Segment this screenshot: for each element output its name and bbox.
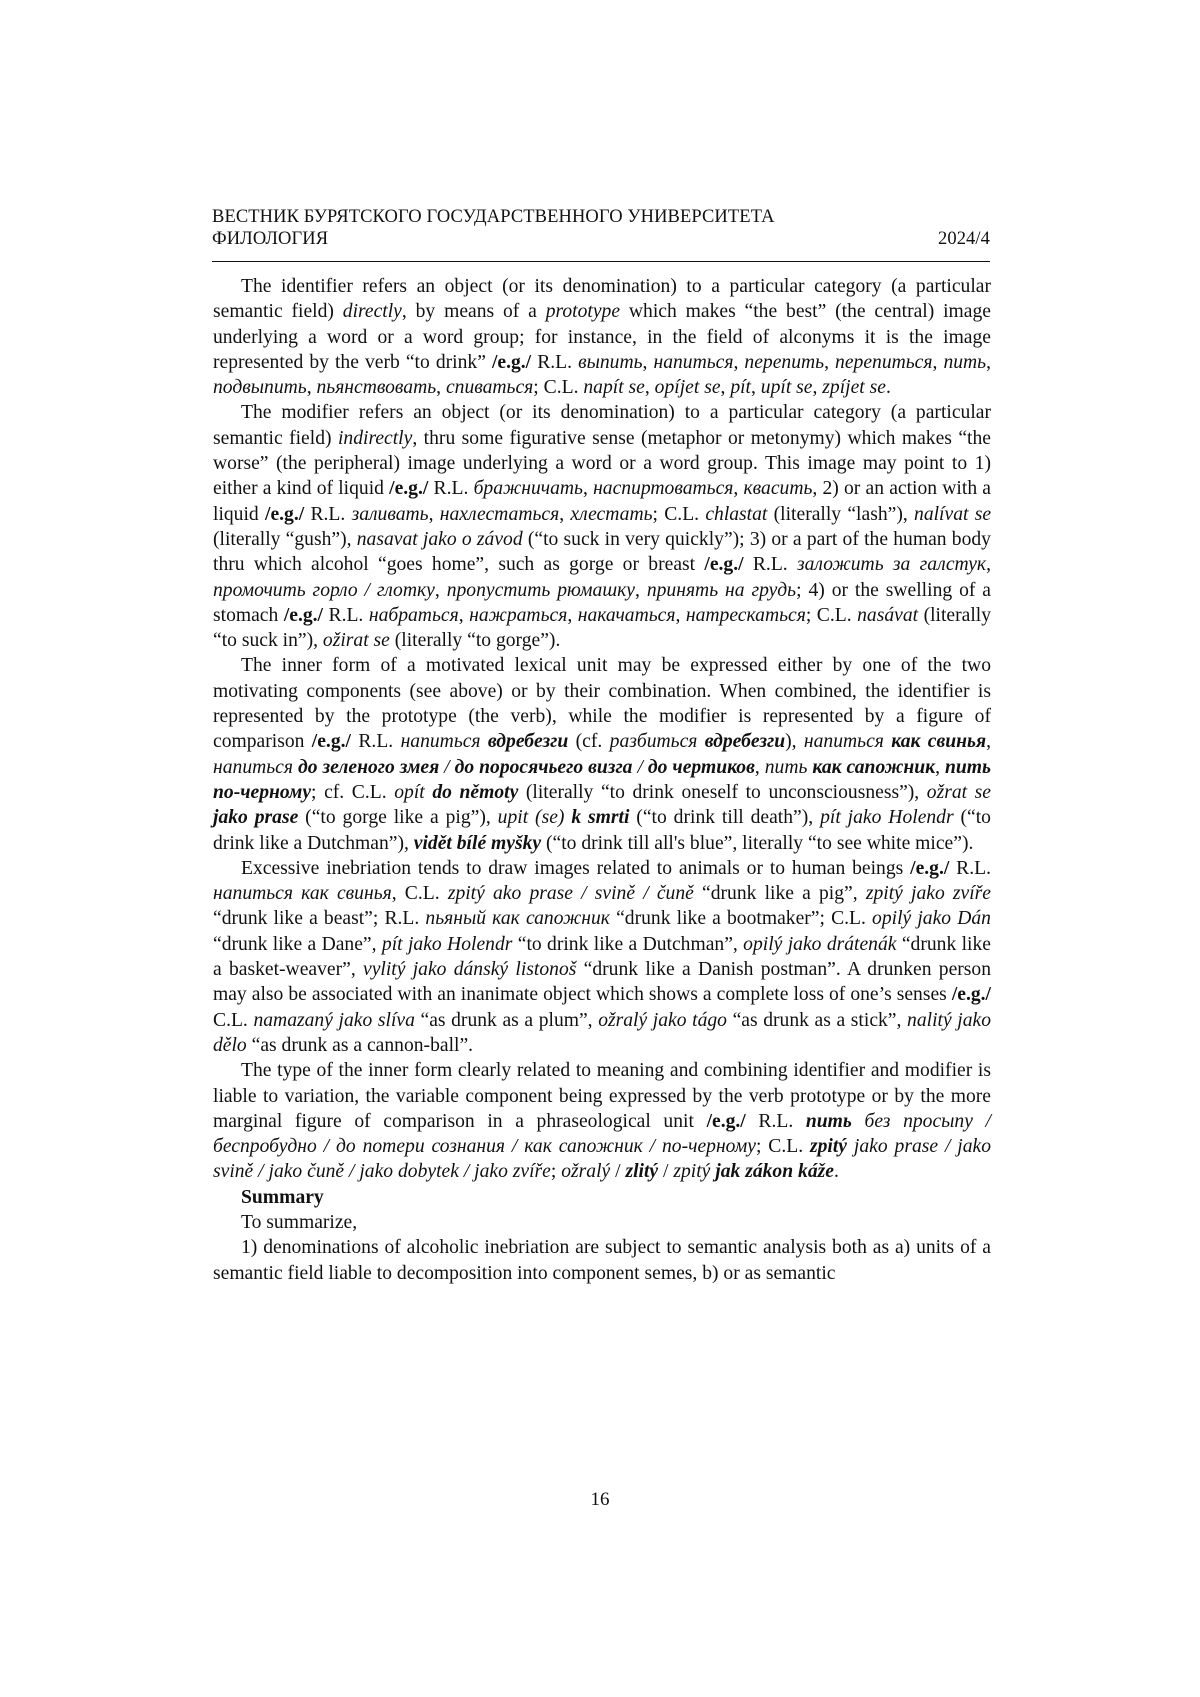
emphasis-term: /e.g./	[704, 554, 743, 575]
emphasis-term: до чертиков	[648, 757, 755, 778]
paragraph: The modifier refers an object (or its denomination) to a particular category (a particular semantic field) indirectly, thru some figurative sense (metaphor or metonymy) which makes “the worse” (the peripheral) image underlying a word or a word group. This image may point to 1) either a kind of liquid /e.g./ R.L. бражничать, наспиртоваться, квасить, 2) or an action with a liquid /e.g./ R.L. заливать, нахлестаться, хлестать; C.L. chlastat (literally “lash”), nalívat se (literally “gush”), nasavat jako o závod (“to suck in very quickly”); 3) or a part of the human body thru which alcohol “goes home”, such as gorge or breast /e.g./ R.L. заложить за галстук, промочить горло / глотку, пропустить рюмашку, принять на грудь; 4) or the swelling of a stomach /e.g./ R.L. набраться, нажраться, накачаться, натрескаться; C.L. nasávat (literally “to suck in”), ožirat se (literally “to gorge”).	[213, 400, 991, 653]
emphasis-term: как свинья	[891, 731, 986, 752]
italic-term: подвыпить	[213, 377, 307, 398]
italic-term: ožralý jako tágo	[598, 1010, 727, 1031]
italic-term: nalívat se	[914, 504, 991, 525]
italic-term: /	[439, 757, 454, 778]
italic-term: напиться	[804, 731, 891, 752]
header-rule	[212, 261, 990, 262]
running-header	[212, 206, 990, 250]
italic-term: пить	[943, 352, 986, 373]
paragraph: The type of the inner form clearly related to meaning and combining identifier and modifier is liable to variation, the variable component being expressed by the verb prototype or by the more marginal figure of comparison in a phraseological unit /e.g./ R.L. пить без просыпу / беспробудно / до потери сознания / как сапожник / по-черному; C.L. zpitý jako prase / jako svině / jako čuně / jako dobytek / jako zvíře; ožralý / zlitý / zpitý jak zákon káže.	[213, 1058, 991, 1184]
summary-intro: To summarize,	[213, 1210, 991, 1235]
emphasis-term: /e.g./	[492, 352, 531, 373]
emphasis-term: вдребезги	[705, 731, 785, 752]
emphasis-term: пить	[806, 1111, 852, 1132]
summary-point-1: 1) denominations of alcoholic inebriation are subject to semantic analysis both as a) units of a semantic field liable to decomposition into component semes, b) or as semantic	[213, 1235, 991, 1286]
italic-term: nasávat	[857, 605, 918, 626]
italic-term: namazaný jako slíva	[253, 1010, 414, 1031]
italic-term: спиваться	[446, 377, 533, 398]
italic-term: indirectly	[338, 428, 412, 449]
emphasis-term: /e.g./	[265, 504, 304, 525]
italic-term: /	[632, 757, 647, 778]
italic-term: без просыпу / беспробудно / до потери сознания / как сапожник / по-черному	[213, 1111, 991, 1157]
italic-term: zpitý jako zvíře	[866, 883, 991, 904]
italic-term: заливать	[352, 504, 429, 525]
emphasis-term: zpitý	[810, 1136, 847, 1157]
italic-term: перепить	[744, 352, 824, 373]
summary-heading: Summary	[213, 1185, 991, 1210]
emphasis-term: vidět bílé myšky	[414, 833, 541, 854]
article-body	[213, 274, 991, 1286]
italic-term: zpíjet se	[822, 377, 886, 398]
italic-term: пропустить рюмашку	[447, 580, 635, 601]
journal-title: ВЕСТНИК БУРЯТСКОГО ГОСУДАРСТВЕННОГО УНИВЕРСИТЕТА	[212, 206, 990, 228]
italic-term: chlastat	[705, 504, 767, 525]
italic-term: nasavat jako o závod	[357, 529, 523, 550]
italic-term: pít jako Holendr	[382, 934, 512, 955]
italic-term: напиться как свинья	[213, 883, 392, 904]
italic-term: zpitý	[673, 1161, 715, 1182]
italic-term: pít	[730, 377, 751, 398]
italic-term: накачаться	[578, 605, 676, 626]
emphasis-term: /e.g./	[312, 731, 351, 752]
issue-number: 2024/4	[938, 228, 990, 250]
emphasis-term: пить по-черному	[213, 757, 991, 803]
italic-term: opíjet se	[655, 377, 721, 398]
italic-term: ožirat se	[323, 630, 390, 651]
emphasis-term: jako prase	[213, 807, 298, 828]
section-title: ФИЛОЛОГИЯ	[212, 228, 328, 250]
italic-term: zpitý ako prase / svině / čuně	[448, 883, 694, 904]
emphasis-term: до поросячьего визга	[455, 757, 633, 778]
italic-term: пить	[765, 757, 813, 778]
italic-term: нажраться	[469, 605, 567, 626]
italic-term: opít	[394, 782, 432, 803]
italic-term: vylitý jako dánský listonoš	[363, 959, 576, 980]
italic-term: upit (se)	[498, 807, 572, 828]
italic-term: наспиртоваться	[593, 478, 733, 499]
emphasis-term: /e.g./	[707, 1111, 746, 1132]
italic-term: заложить за галстук	[797, 554, 986, 575]
italic-term: бражничать	[474, 478, 583, 499]
emphasis-term: do němoty	[432, 782, 518, 803]
italic-term: nalitý jako dělo	[213, 1010, 991, 1056]
italic-term: разбиться	[610, 731, 705, 752]
emphasis-term: zlitý	[625, 1161, 658, 1182]
italic-term: upít se	[761, 377, 813, 398]
emphasis-term: вдребезги	[488, 731, 568, 752]
paragraph: Excessive inebriation tends to draw images related to animals or to human beings /e.g./ R.L. напиться как свинья, C.L. zpitý ako prase / svině / čuně “drunk like a pig”, zpitý jako zvíře “drunk like a beast”; R.L. пьяный как сапожник “drunk like a bootmaker”; C.L. opilý jako Dán “drunk like a Dane”, pít jako Holendr “to drink like a Dutchman”, opilý jako drátenák “drunk like a basket-weaver”, vylitý jako dánský listonoš “drunk like a Danish postman”. A drunken person may also be associated with an inanimate object which shows a complete loss of one’s senses /e.g./ C.L. namazaný jako slíva “as drunk as a plum”, ožralý jako tágo “as drunk as a stick”, nalitý jako dělo “as drunk as a cannon-ball”.	[213, 856, 991, 1058]
emphasis-term: /e.g./	[910, 858, 949, 879]
italic-term: opilý jako drátenák	[743, 934, 896, 955]
italic-term: напиться	[653, 352, 733, 373]
emphasis-term: /e.g./	[952, 984, 991, 1005]
italic-term: opilý jako Dán	[872, 908, 991, 929]
emphasis-term: k smrti	[571, 807, 629, 828]
italic-term: натрескаться	[686, 605, 806, 626]
italic-term: квасить	[744, 478, 813, 499]
italic-term: pít jako Holendr	[820, 807, 954, 828]
italic-term: напиться	[401, 731, 488, 752]
emphasis-term: как сапожник	[812, 757, 935, 778]
italic-term: ožrat se	[927, 782, 991, 803]
italic-term: пьяный как сапожник	[425, 908, 610, 929]
emphasis-term: /e.g./	[284, 605, 323, 626]
page-number: 16	[0, 1489, 1200, 1511]
italic-term: напиться	[213, 757, 298, 778]
italic-term: промочить горло / глотку	[213, 580, 435, 601]
italic-term: хлестать	[570, 504, 652, 525]
page	[0, 0, 1200, 1697]
italic-term: выпить	[578, 352, 642, 373]
emphasis-term: /e.g./	[389, 478, 428, 499]
italic-term: перепиться	[835, 352, 932, 373]
italic-term: jako prase / jako svině / jako čuně / jako dobytek / jako zvíře	[213, 1136, 991, 1182]
italic-term: принять на грудь	[647, 580, 796, 601]
emphasis-term: до зеленого змея	[298, 757, 439, 778]
italic-term: ožralý	[561, 1161, 610, 1182]
italic-term: набраться	[369, 605, 459, 626]
italic-term: napít se	[583, 377, 645, 398]
italic-term: directly	[343, 301, 402, 322]
italic-term: prototype	[546, 301, 620, 322]
italic-term: пьянствовать	[316, 377, 436, 398]
emphasis-term: jak zákon káže	[715, 1161, 834, 1182]
italic-term: нахлестаться	[440, 504, 559, 525]
paragraph: The inner form of a motivated lexical unit may be expressed either by one of the two motivating components (see above) or by their combination. When combined, the identifier is represented by the prototype (the verb), while the modifier is represented by a figure of comparison /e.g./ R.L. напиться вдребезги (cf. разбиться вдребезги), напиться как свинья, напиться до зеленого змея / до поросячьего визга / до чертиков, пить как сапожник, пить по-черному; cf. C.L. opít do němoty (literally “to drink oneself to unconsciousness”), ožrat se jako prase (“to gorge like a pig”), upit (se) k smrti (“to drink till death”), pít jako Holendr (“to drink like a Dutchman”), vidět bílé myšky (“to drink till all's blue”, literally “to see white mice”).	[213, 653, 991, 855]
paragraph: The identifier refers an object (or its denomination) to a particular category (a particular semantic field) directly, by means of a prototype which makes “the best” (the central) image underlying a word or a word group; for instance, in the field of alconyms it is the image represented by the verb “to drink” /e.g./ R.L. выпить, напиться, перепить, перепиться, пить, подвыпить, пьянствовать, спиваться; C.L. napít se, opíjet se, pít, upít se, zpíjet se.	[213, 274, 991, 400]
